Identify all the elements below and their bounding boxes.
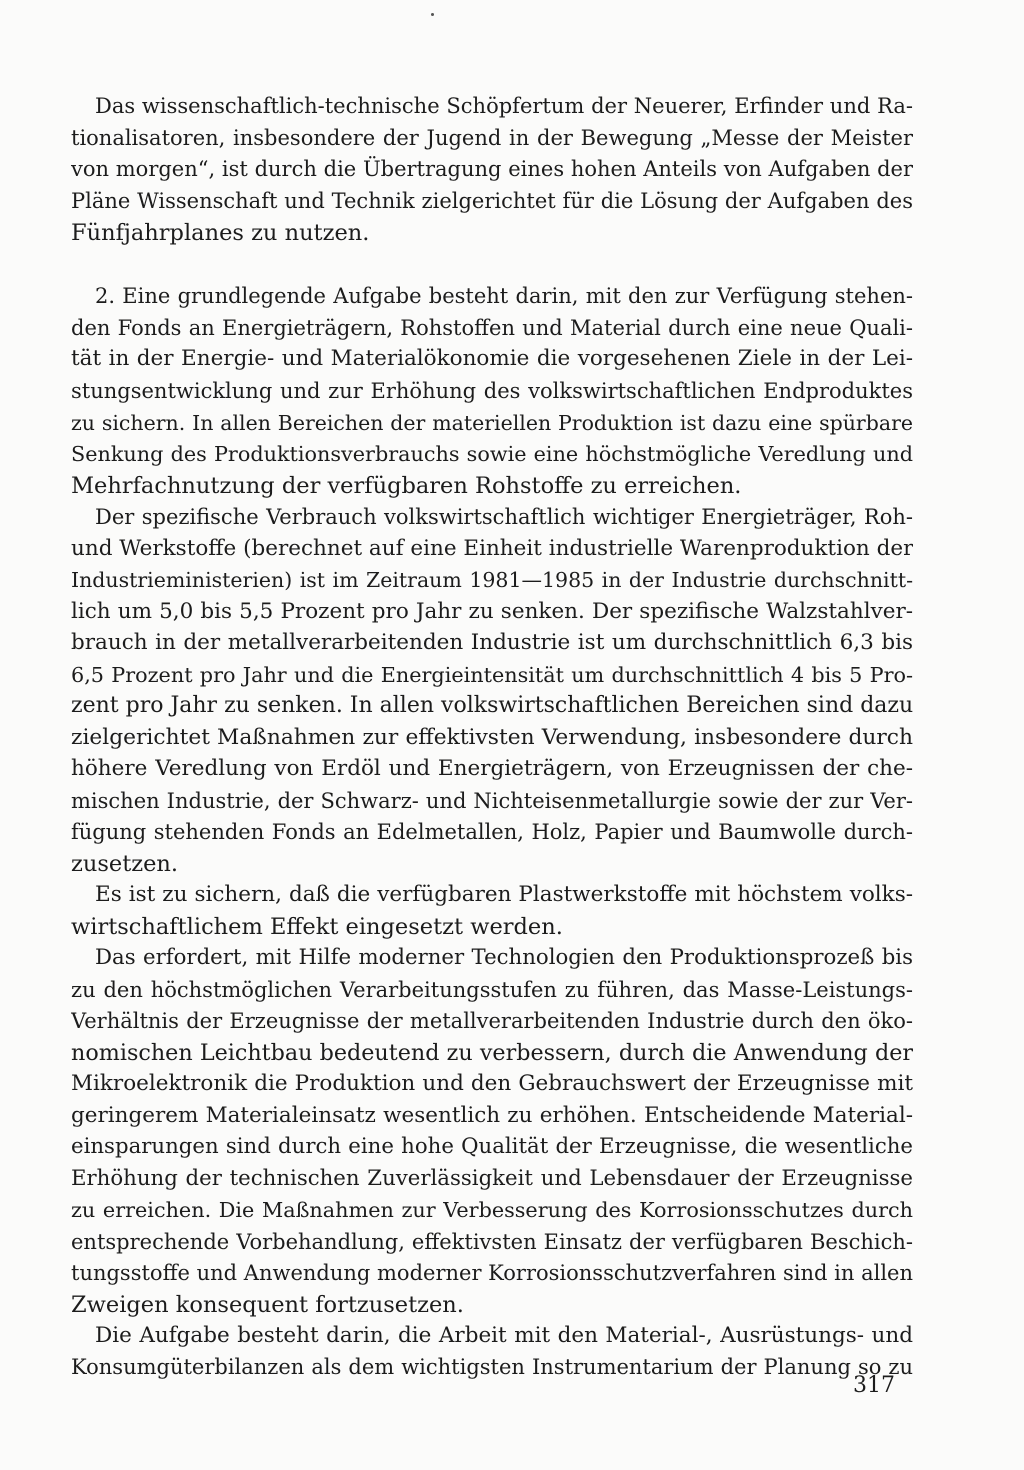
- paragraph-2-line-5: zu sichern. In allen Bereichen der materiellen Produktion ist dazu eine spürbare: [71, 411, 913, 435]
- paragraph-3-line-9: höhere Veredlung von Erdöl und Energieträgern, von Erzeugnissen der che-: [71, 756, 913, 781]
- paragraph-2-line-1: 2. Eine grundlegende Aufgabe besteht darin, mit den zur Verfügung stehen-: [95, 284, 913, 308]
- paragraph-5-line-3: Verhältnis der Erzeugnisse der metallverarbeitenden Industrie durch den öko-: [71, 1009, 913, 1033]
- paragraph-4-line-1: Es ist zu sichern, daß die verfügbaren Plastwerkstoffe mit höchstem volks-: [95, 882, 913, 907]
- paragraph-5-line-9: zu erreichen. Die Maßnahmen zur Verbesserung des Korrosionsschutzes durch: [71, 1198, 913, 1222]
- paragraph-3-line-6: 6,5 Prozent pro Jahr und die Energieintensität um durchschnittlich 4 bis 5 Pro-: [71, 663, 913, 687]
- paragraph-5-line-11: tungsstoffe und Anwendung moderner Korrosionsschutzverfahren sind in allen: [71, 1261, 913, 1285]
- paragraph-5-line-1: Das erfordert, mit Hilfe moderner Technologien den Produktionsprozeß bis: [95, 945, 913, 970]
- paragraph-3-line-2: und Werkstoffe (berechnet auf eine Einheit industrielle Warenproduktion der: [71, 536, 913, 561]
- paragraph-2-line-2: den Fonds an Energieträgern, Rohstoffen und Material durch eine neue Quali-: [71, 316, 913, 340]
- paragraph-1-line-4: Pläne Wissenschaft und Technik zielgerichtet für die Lösung der Aufgaben des: [71, 189, 913, 213]
- paragraph-5-line-12: Zweigen konsequent fortzusetzen.: [71, 1292, 464, 1318]
- paragraph-6-line-2: Konsumgüterbilanzen als dem wichtigsten Instrumentarium der Planung so zu: [71, 1355, 913, 1379]
- paragraph-5-line-2: zu den höchstmöglichen Verarbeitungsstufen zu führen, das Masse-Leistungs-: [71, 978, 913, 1002]
- paragraph-3-line-12: zusetzen.: [71, 851, 179, 877]
- paragraph-2-line-7: Mehrfachnutzung der verfügbaren Rohstoffe zu erreichen.: [71, 473, 742, 499]
- paragraph-5-line-6: geringerem Materialeinsatz wesentlich zu erhöhen. Entscheidende Material-: [71, 1103, 913, 1128]
- paragraph-2-line-4: stungsentwicklung und zur Erhöhung des volkswirtschaftlichen Endproduktes: [71, 379, 913, 403]
- paragraph-1-line-1: Das wissenschaftlich-technische Schöpfertum der Neuerer, Erfinder und Ra-: [95, 94, 913, 118]
- paragraph-3-line-4: lich um 5,0 bis 5,5 Prozent pro Jahr zu senken. Der spezifische Walzstahlver-: [71, 599, 913, 624]
- paragraph-5-line-8: Erhöhung der technischen Zuverlässigkeit und Lebensdauer der Erzeugnisse: [71, 1166, 913, 1191]
- paragraph-3-line-11: fügung stehenden Fonds an Edelmetallen, Holz, Papier und Baumwolle durch-: [71, 820, 913, 844]
- paragraph-1-line-2: tionalisatoren, insbesondere der Jugend in der Bewegung „Messe der Meister: [71, 126, 913, 150]
- paragraph-2-line-3: tät in der Energie- und Materialökonomie die vorgesehenen Ziele in der Lei-: [71, 346, 913, 371]
- page-number: 317: [853, 1373, 895, 1398]
- paragraph-5-line-5: Mikroelektronik die Produktion und den Gebrauchswert der Erzeugnisse mit: [71, 1071, 913, 1096]
- paragraph-6-line-1: Die Aufgabe besteht darin, die Arbeit mit den Material-, Ausrüstungs- und: [95, 1323, 913, 1348]
- paragraph-1-line-5: Fünfjahrplanes zu nutzen.: [71, 220, 370, 246]
- paragraph-3-line-1: Der spezifische Verbrauch volkswirtschaftlich wichtiger Energieträger, Roh-: [95, 505, 913, 529]
- paragraph-5-line-10: entsprechende Vorbehandlung, effektivsten Einsatz der verfügbaren Beschich-: [71, 1230, 913, 1254]
- paragraph-3-line-8: zielgerichtet Maßnahmen zur effektivsten Verwendung, insbesondere durch: [71, 725, 913, 750]
- scan-speck: [431, 13, 434, 16]
- paragraph-3-line-10: mischen Industrie, der Schwarz- und Nichteisenmetallurgie sowie der zur Ver-: [71, 789, 913, 813]
- paragraph-3-line-3: Industrieministerien) ist im Zeitraum 1981—1985 in der Industrie durchschnitt-: [71, 568, 913, 592]
- paragraph-1-line-3: von morgen“, ist durch die Übertragung eines hohen Anteils von Aufgaben der: [71, 157, 913, 181]
- paragraph-2-line-6: Senkung des Produktionsverbrauchs sowie eine höchstmögliche Veredlung und: [71, 442, 913, 466]
- paragraph-5-line-7: einsparungen sind durch eine hohe Qualität der Erzeugnisse, die wesentliche: [71, 1134, 913, 1159]
- paragraph-3-line-7: zent pro Jahr zu senken. In allen volkswirtschaftlichen Bereichen sind dazu: [71, 693, 913, 718]
- paragraph-5-line-4: nomischen Leichtbau bedeutend zu verbessern, durch die Anwendung der: [71, 1040, 913, 1066]
- paragraph-4-line-2: wirtschaftlichem Effekt eingesetzt werden.: [71, 914, 563, 940]
- paragraph-3-line-5: brauch in der metallverarbeitenden Industrie ist um durchschnittlich 6,3 bis: [71, 630, 913, 655]
